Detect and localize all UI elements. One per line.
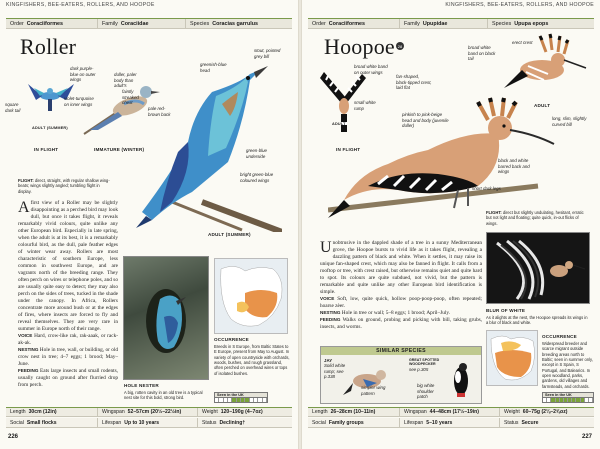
- caption-immature: IMMATURE (WINTER): [94, 147, 145, 152]
- weight-value: 60–75g (2⅛–2⅝oz): [522, 409, 568, 415]
- wingspan-label: Wingspan: [102, 409, 125, 415]
- family-label: Family: [102, 20, 118, 27]
- feeding-text: Eats large insects and small rodents, usually caught on ground after flurried drop from perch.: [18, 367, 118, 388]
- hole-nester-photo: [123, 256, 209, 380]
- seen-calendar: [542, 392, 594, 403]
- label-streaked: faintly streaked chest: [122, 89, 139, 105]
- voice-text: Hard, crow-like rak, rak-aaak, or rack-ak-ak.: [18, 332, 118, 346]
- species-label: Species: [190, 20, 210, 27]
- nesting-label: NESTING: [320, 309, 341, 315]
- label-purple-blue: dark purple-blue on outer wings: [70, 66, 96, 82]
- occurrence-title: OCCURRENCE: [542, 334, 577, 339]
- species-label: Species: [492, 20, 512, 27]
- social-label: Social: [10, 419, 24, 426]
- order-label: Order: [312, 20, 326, 27]
- label-pinkish: pinkish to pink-beige head and body (juvenile duller): [402, 112, 449, 128]
- label-greenish: greenish-blue head: [200, 62, 227, 73]
- family-value: Coraciidae: [120, 20, 149, 27]
- similar-species-box: [320, 346, 482, 404]
- label-barred: black and white barred back and wings: [498, 158, 530, 174]
- wingspan-value: 44–48cm (17½–19in): [429, 409, 479, 415]
- caption-adult-small: ADULT: [332, 122, 346, 126]
- length-label: Length: [312, 409, 328, 415]
- running-head: KINGFISHERS, BEE-EATERS, ROLLERS, AND HOOPOE: [445, 2, 594, 8]
- lifespan-label: Lifespan: [404, 419, 424, 426]
- flight-description: [486, 210, 590, 226]
- weight-label: Weight: [202, 409, 218, 415]
- order-value: Coraciiformes: [26, 20, 64, 27]
- status-value: Secure: [521, 419, 539, 426]
- body-paragraph: nobtrusive in the dappled shade of a tree in a sunny Mediterranean grove, the Hoopoe bursts to vivid life as it takes flight, revealing a dazzling pattern of black and white. When it settles, it may raise its unique fan-shaped crest, which may also be fanned in flight. It calls from a rooftop or tree, with crest raised, but otherwise remains quiet and quite hard to spot. Its colours are quite subdued, not vivid, but the pattern is remarkable and quite unlike any other European bird identification is simple.: [320, 240, 482, 295]
- feeding-label: FEEDING: [320, 316, 341, 322]
- nesting-label: NESTING: [18, 346, 39, 352]
- dropcap: U: [320, 239, 332, 256]
- social-value: Small flocks: [26, 419, 57, 426]
- family-label: Family: [404, 20, 420, 27]
- caption-blur: BLUR OF WHITE: [486, 308, 526, 313]
- footer-status: [308, 418, 594, 428]
- weight-label: Weight: [504, 409, 520, 415]
- taxonomy-bar: [308, 18, 594, 29]
- caption-hole-nester: HOLE NESTER: [124, 383, 159, 388]
- seen-label: Seen in the UK: [215, 393, 267, 398]
- left-page: [0, 0, 298, 449]
- page-number: 227: [581, 434, 592, 440]
- lifespan-label: Lifespan: [102, 419, 122, 426]
- caption-in-flight: IN FLIGHT: [34, 147, 59, 152]
- label-black-white-tail: broad white band on black tail: [468, 45, 496, 61]
- label-bill: stout, pointed grey bill: [254, 48, 281, 59]
- species-title: Roller: [20, 34, 77, 59]
- label-duller: duller, paler body than adult's: [114, 72, 137, 88]
- voice-label: VOICE: [18, 332, 33, 338]
- label-wing-band: broad white band on outer wings: [354, 64, 388, 75]
- range-map: [214, 258, 288, 334]
- month-cells: [543, 398, 593, 402]
- flight-label: FLIGHT:: [486, 210, 502, 215]
- species-value: Upupa epops: [514, 20, 549, 27]
- woodpecker-ref: see p.305: [409, 367, 429, 372]
- feeding-label: FEEDING: [18, 367, 39, 373]
- label-short-legs: short dark legs: [472, 186, 501, 191]
- flight-text: direct but slightly undulating, hesitant, erratic but not light and floating; quite quick, in-out flicks of wings.: [486, 210, 584, 226]
- reference-number-icon: 28: [397, 43, 403, 49]
- roller-adult-illustration: [132, 52, 282, 232]
- running-head: KINGFISHERS, BEE-EATERS, ROLLERS, AND HOOPOE: [6, 2, 155, 8]
- jay-label: JAY: [324, 358, 333, 363]
- label-white-rump: small white rump: [354, 100, 376, 111]
- blur-photo: [486, 232, 590, 304]
- occurrence-text: Breeds in S Europe, from Baltic States to E Europe, present from May to August. In variety of open countryside with orchards, woods, bushes, and rough grassland, often perched on overhead wires or tops of isolated bushes.: [214, 344, 290, 376]
- wingspan-value: 52–57cm (20½–22½in): [127, 409, 182, 415]
- dropcap: A: [18, 199, 30, 216]
- lifespan-value: 5–10 years: [426, 419, 453, 426]
- body-text: [320, 240, 482, 331]
- label-square-tail: square dark tail: [5, 102, 21, 113]
- page-number: 226: [8, 434, 19, 440]
- order-value: Coraciiformes: [328, 20, 366, 27]
- voice-text: Soft, low, quite quick, hollow poop-poop-poop, often repeated; hoarse zèer.: [320, 295, 483, 309]
- caption-adult-summer: ADULT (SUMMER): [208, 232, 251, 237]
- status-value: Declining†: [219, 419, 246, 426]
- label-long-bill: long, slim, slightly curved bill: [552, 116, 587, 127]
- flight-label: FLIGHT:: [18, 178, 34, 183]
- label-fan-crest: fan-shaped, black-tipped crest, laid flat: [396, 74, 432, 90]
- length-label: Length: [10, 409, 26, 415]
- status-label: Status: [504, 419, 519, 426]
- footer-status: [6, 418, 292, 428]
- status-label: Status: [202, 419, 217, 426]
- similar-species-title: SIMILAR SPECIES: [321, 347, 481, 355]
- nesting-text: Hole in tree or wall; 5–8 eggs; 1 brood; April–July.: [341, 309, 450, 316]
- weight-value: 120–190g (4–7oz): [220, 409, 263, 415]
- caption-in-flight: IN FLIGHT: [336, 147, 361, 152]
- body-text: [18, 200, 118, 389]
- footer-measure: [6, 407, 292, 417]
- label-erect-crest: erect crest: [512, 40, 533, 45]
- seen-label: Seen in the UK: [543, 393, 593, 398]
- feeding-text: Walks on ground, probing and picking with bill, taking grubs, insects, and worms.: [320, 316, 482, 330]
- woodpecker-label: GREAT SPOTTED WOODPECKER: [409, 358, 440, 367]
- caption-adult-summer-small: ADULT (SUMMER): [32, 126, 68, 130]
- occurrence-text: Widespread breeder and scarce migrant outside breeding areas north to Baltic; seen in summer only, except in S Spain, S Portugal, and Balearics. In open woodland, parks, gardens, old villages and farmsteads, and orchards.: [542, 341, 593, 389]
- woodpecker-note: big white shoulder patch: [417, 383, 435, 399]
- caption-adult-inset: ADULT: [534, 103, 551, 108]
- label-pale-brown: pale red-brown back: [148, 106, 171, 117]
- wingspan-label: Wingspan: [404, 409, 427, 415]
- social-label: Social: [312, 419, 326, 426]
- order-label: Order: [10, 20, 24, 27]
- body-paragraph: first view of a Roller may be slightly disappointing as a perched bird may look dull, but once it takes flight, it reveals remarkably vivid colours, quite unlike any other European bird. Especially in late spring, when the adult is at its best, it is a remarkably colourful bird, as the dull, pale feather edges of winter wear away. Rollers are most characteristic of southern Europe, less common in southwest Europe, and are vagrants north of the breeding range. They often perch on wires or telephone poles, and so are usually quite easy to detect; they may also perch on the sides of trees, tucked in the shade under the canopy. In Africa, Rollers concentrate more around bush or at the edges of fires, where insects are forced to fly and reveal themselves. They are very rare in summer in Europe north of their range.: [18, 200, 118, 332]
- footer-measure: [308, 407, 594, 417]
- species-value: Coracias garrulus: [212, 20, 259, 27]
- seen-calendar: [214, 392, 268, 403]
- woodpecker-illustration: [443, 359, 481, 403]
- length-value: 26–28cm (10–11in): [330, 409, 376, 415]
- hole-nester-text: A big, rotten cavity in an old tree is a typical nest site for this bold, strong bird.: [124, 390, 203, 401]
- occurrence-title: OCCURRENCE: [214, 337, 249, 342]
- month-cells: [215, 398, 267, 402]
- label-green-blue-under: green-blue underside: [246, 148, 267, 159]
- flight-text: direct, straight, with regular shallow wing-beats; wings slightly angled; tumbling flight in display.: [18, 178, 110, 194]
- label-bright-wings: bright green-blue coloured wings: [240, 172, 274, 183]
- jay-wing-note: simpler wing pattern: [361, 385, 386, 396]
- species-title: Hoopoe: [324, 34, 395, 59]
- jay-note: Solid white rump; see p.338: [324, 363, 346, 379]
- length-value: 30cm (12in): [28, 409, 57, 415]
- blur-text: As it alights at the nest, the Hoopoe spreads its wings in a blur of black and white.: [486, 315, 588, 326]
- social-value: Family groups: [328, 419, 364, 426]
- nesting-text: Hole in tree, wall, or building, or old crow nest in tree; 4–7 eggs; 1 brood; May–June.: [18, 346, 118, 367]
- family-value: Upupidae: [422, 20, 448, 27]
- range-map: [486, 330, 538, 386]
- right-page: [302, 0, 600, 449]
- lifespan-value: Up to 10 years: [124, 419, 160, 426]
- label-violet-under: violet-turquoise on inner wings: [64, 96, 94, 107]
- taxonomy-bar: [6, 18, 292, 29]
- flight-description: [18, 178, 114, 194]
- voice-label: VOICE: [320, 295, 335, 301]
